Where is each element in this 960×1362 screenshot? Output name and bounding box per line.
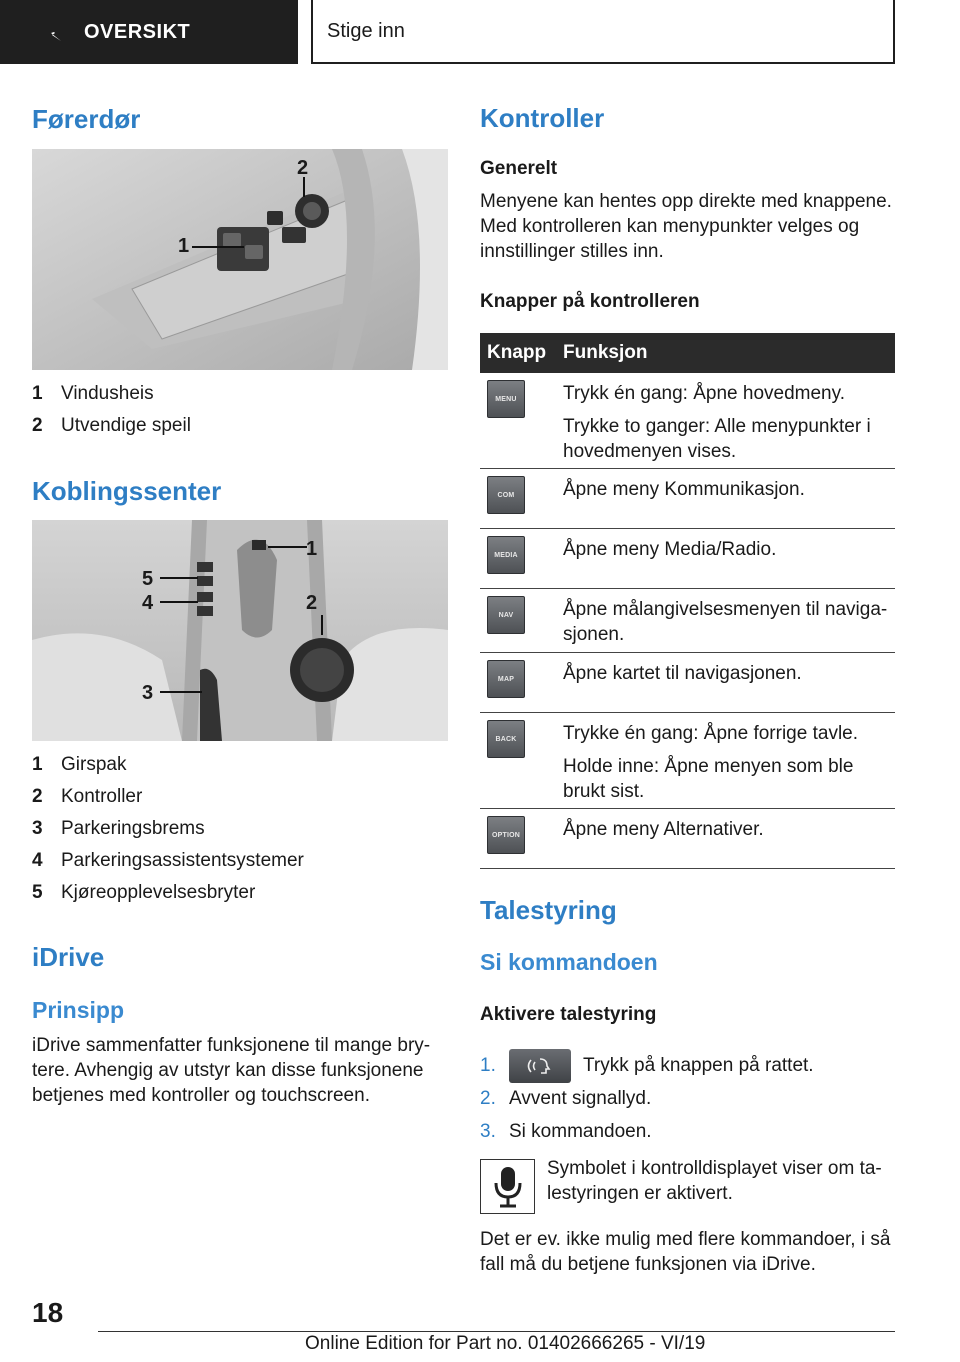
table-row: OPTION Åpne meny Alternativer.	[480, 809, 895, 869]
general-text: Menyene kan hentes opp direkte med knappene. Med kontrolleren kan menypunkter velges og innstillinger stilles inn.	[480, 191, 892, 262]
list-item: 1 Vindusheis	[32, 383, 154, 404]
callout-4: 4	[142, 592, 154, 614]
callout-3: 3	[142, 682, 154, 704]
column-header-button: Knapp	[487, 342, 547, 363]
callout-2: 2	[297, 157, 309, 179]
controller-title: Kontroller	[480, 103, 605, 133]
flash-icon	[42, 21, 64, 43]
table-row: MENU Trykk én gang: Åpne hovedmeny. Trykke to ganger: Alle menypunkter i hovedmenyen vises.	[480, 373, 895, 469]
door-legend	[32, 378, 191, 442]
general-heading: Generelt	[480, 158, 558, 179]
console-photo	[32, 520, 448, 741]
page-number: 18	[32, 1297, 64, 1328]
nav-key-icon: NAV	[487, 596, 525, 634]
activate-heading: Aktivere talestyring	[480, 1004, 657, 1025]
list-item: 5 Kjøreopplevelsesbryter	[32, 882, 256, 903]
menu-key-icon: MENU	[487, 380, 525, 418]
overview-tab[interactable]	[0, 0, 298, 64]
door-photo	[32, 149, 448, 370]
com-key-icon: COM	[487, 476, 525, 514]
list-item: 3 Parkeringsbrems	[32, 818, 205, 839]
table-row: COM Åpne meny Kommunikasjon.	[480, 469, 895, 529]
media-key-icon: MEDIA	[487, 536, 525, 574]
table-row: NAV Åpne målangivelsesmenyen til naviga-sjonen.	[480, 589, 895, 653]
callout-1: 1	[306, 538, 318, 560]
callout-1: 1	[178, 235, 190, 257]
idrive-title: iDrive	[32, 942, 105, 972]
voice-note: Det er ev. ikke mulig med flere kommandoer, i så fall må du betjene funksjonen via iDrive.	[480, 1229, 891, 1275]
controller-buttons-table	[480, 333, 895, 869]
list-item: 2. Avvent signallyd.	[480, 1087, 652, 1109]
section-label: Stige inn	[327, 19, 405, 42]
footer-divider	[98, 1331, 895, 1332]
symbol-text: Symbolet i kontrolldisplayet viser om ta-lestyringen er aktivert.	[547, 1158, 882, 1204]
footer-edition: Online Edition for Part no. 01402666265 - VI/19	[305, 1333, 706, 1354]
list-item: 4 Parkeringsassistentsystemer	[32, 850, 304, 871]
section-tab[interactable]	[311, 0, 895, 64]
column-header-function: Funksjon	[563, 342, 648, 363]
voice-command-button-icon	[509, 1049, 571, 1083]
table-row: MAP Åpne kartet til navigasjonen.	[480, 653, 895, 713]
voice-steps	[480, 1049, 814, 1148]
door-title: Førerdør	[32, 104, 141, 134]
speaking-head-icon	[525, 1056, 555, 1076]
back-key-icon: BACK	[487, 720, 525, 758]
callout-2: 2	[306, 592, 318, 614]
list-item: 1 Girspak	[32, 754, 127, 775]
list-item: 2 Kontroller	[32, 786, 143, 807]
console-title: Koblingssenter	[32, 476, 222, 506]
table-header	[480, 333, 895, 373]
table-row: MEDIA Åpne meny Media/Radio.	[480, 529, 895, 589]
list-item: 2 Utvendige speil	[32, 415, 191, 436]
idrive-subtitle: Prinsipp	[32, 997, 125, 1023]
voice-title: Talestyring	[480, 895, 617, 925]
table-row: BACK Trykke én gang: Åpne forrige tavle. Holde inne: Åpne menyen som ble brukt sist.	[480, 713, 895, 809]
microphone-icon	[480, 1159, 535, 1214]
list-item: 1. Trykk på knappen på rattet.	[480, 1049, 814, 1082]
map-key-icon: MAP	[487, 660, 525, 698]
option-key-icon: OPTION	[487, 816, 525, 854]
idrive-text: iDrive sammenfatter funksjonene til mange bry-tere. Avhengig av utstyr kan disse funksjonene betjenes med kontroller og touchscreen.	[32, 1035, 431, 1106]
console-legend	[32, 749, 304, 909]
callout-5: 5	[142, 568, 154, 590]
list-item: 3. Si kommandoen.	[480, 1120, 652, 1142]
voice-subtitle: Si kommandoen	[480, 949, 658, 975]
buttons-heading: Knapper på kontrolleren	[480, 291, 700, 312]
overview-label: OVERSIKT	[84, 20, 191, 43]
